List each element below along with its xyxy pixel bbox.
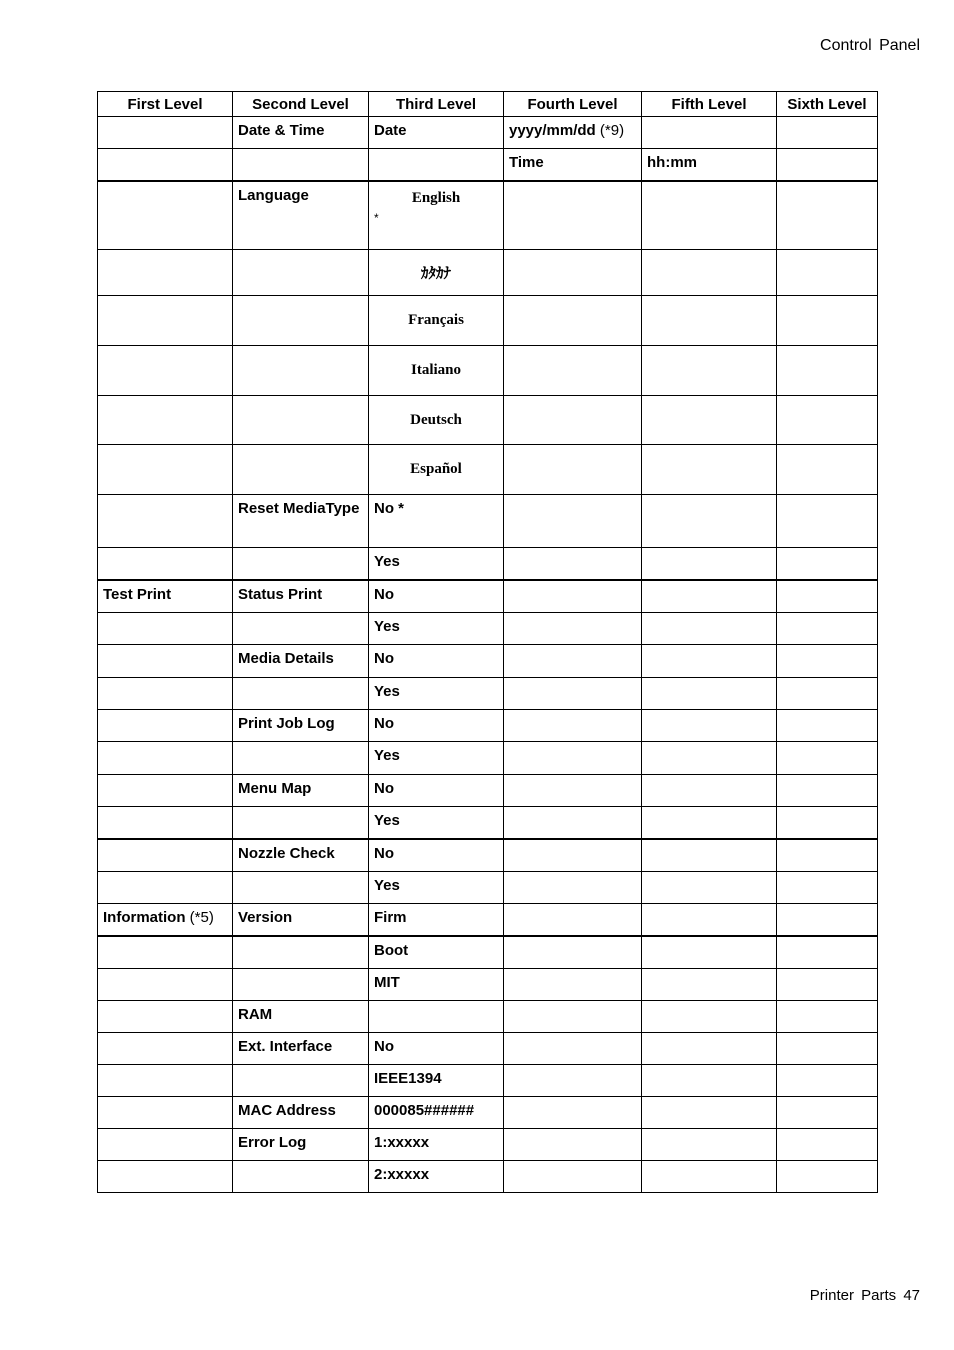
table-row: Media Details No xyxy=(98,645,878,678)
cell-status-print: Status Print xyxy=(233,580,369,613)
col-header-third-level: Third Level xyxy=(369,92,504,117)
cell-ieee1394: IEEE1394 xyxy=(369,1065,504,1097)
table-row xyxy=(98,969,878,1001)
page-number: 47 xyxy=(903,1287,920,1304)
cell-menu-map: Menu Map xyxy=(233,775,369,807)
cell-firm: Firm xyxy=(369,904,504,936)
table-row xyxy=(98,181,878,250)
table-row xyxy=(98,396,878,445)
cell-reset-no: No * xyxy=(369,495,504,548)
cell-version: Version xyxy=(233,904,369,936)
table-row xyxy=(98,296,878,346)
cell-language-deutsch: Deutsch xyxy=(369,396,504,445)
cell-reset-yes: Yes xyxy=(369,548,504,580)
cell-language: Language xyxy=(233,181,369,250)
cell-ram: RAM xyxy=(233,1001,369,1033)
page-footer xyxy=(810,1287,920,1304)
table-row xyxy=(98,149,878,181)
cell-nozzle-check: Nozzle Check xyxy=(233,839,369,872)
cell-language-english: English * xyxy=(369,181,504,250)
table-row xyxy=(98,495,878,548)
table-row xyxy=(98,936,878,969)
page-header-section: Control Panel xyxy=(820,37,920,54)
cell-test-print: Test Print xyxy=(98,580,233,613)
table-row: Yes xyxy=(98,807,878,839)
cell-time-format: hh:mm xyxy=(642,149,777,181)
cell-language-francais: Français xyxy=(369,296,504,346)
table-row: Test Print Status Print No xyxy=(98,580,878,613)
cell-mit: MIT xyxy=(369,969,504,1001)
default-mark: * xyxy=(374,210,379,225)
table-row xyxy=(98,1129,878,1161)
cell-error-2: 2:xxxxx xyxy=(369,1161,504,1193)
table-row xyxy=(98,1097,878,1129)
cell-boot: Boot xyxy=(369,936,504,969)
cell-time: Time xyxy=(504,149,642,181)
table-row xyxy=(98,904,878,936)
table-row xyxy=(98,346,878,396)
table-row xyxy=(98,1001,878,1033)
col-header-first-level: First Level xyxy=(98,92,233,117)
cell-information: Information (*5) xyxy=(98,904,233,936)
cell-media-details: Media Details xyxy=(233,645,369,678)
cell-reset-mediatype: Reset MediaType xyxy=(233,495,369,548)
col-header-second-level: Second Level xyxy=(233,92,369,117)
cell-language-italiano: Italiano xyxy=(369,346,504,396)
table-row xyxy=(98,117,878,149)
table-row xyxy=(98,250,878,296)
col-header-fourth-level: Fourth Level xyxy=(504,92,642,117)
table-row: Nozzle Check No xyxy=(98,839,878,872)
table-row: Yes xyxy=(98,678,878,710)
table-row xyxy=(98,1161,878,1193)
cell-ext-interface: Ext. Interface xyxy=(233,1033,369,1065)
table-row xyxy=(98,548,878,580)
col-header-sixth-level: Sixth Level xyxy=(777,92,878,117)
cell-error-log: Error Log xyxy=(233,1129,369,1161)
cell-print-job-log: Print Job Log xyxy=(233,710,369,742)
col-header-fifth-level: Fifth Level xyxy=(642,92,777,117)
cell-language-katakana: ｶﾀｶﾅ xyxy=(369,250,504,296)
table-row: Yes xyxy=(98,872,878,904)
table-row: Menu Map No xyxy=(98,775,878,807)
table-row: Yes xyxy=(98,742,878,775)
table-row: Print Job Log No xyxy=(98,710,878,742)
table-row xyxy=(98,445,878,495)
cell-mac-value: 000085###### xyxy=(369,1097,504,1129)
table-row xyxy=(98,1065,878,1097)
menu-structure-table xyxy=(97,91,878,1193)
cell-mac-address: MAC Address xyxy=(233,1097,369,1129)
footer-chapter: Printer Parts xyxy=(809,1287,897,1304)
cell-date: Date xyxy=(369,117,504,149)
cell-language-espanol: Español xyxy=(369,445,504,495)
table-row: Ext. Interface No xyxy=(98,1033,878,1065)
cell-date-format: yyyy/mm/dd (*9) xyxy=(504,117,642,149)
cell-error-1: 1:xxxxx xyxy=(369,1129,504,1161)
cell-date-time: Date & Time xyxy=(233,117,369,149)
table-row: Yes xyxy=(98,613,878,645)
table-header-row xyxy=(98,92,878,117)
